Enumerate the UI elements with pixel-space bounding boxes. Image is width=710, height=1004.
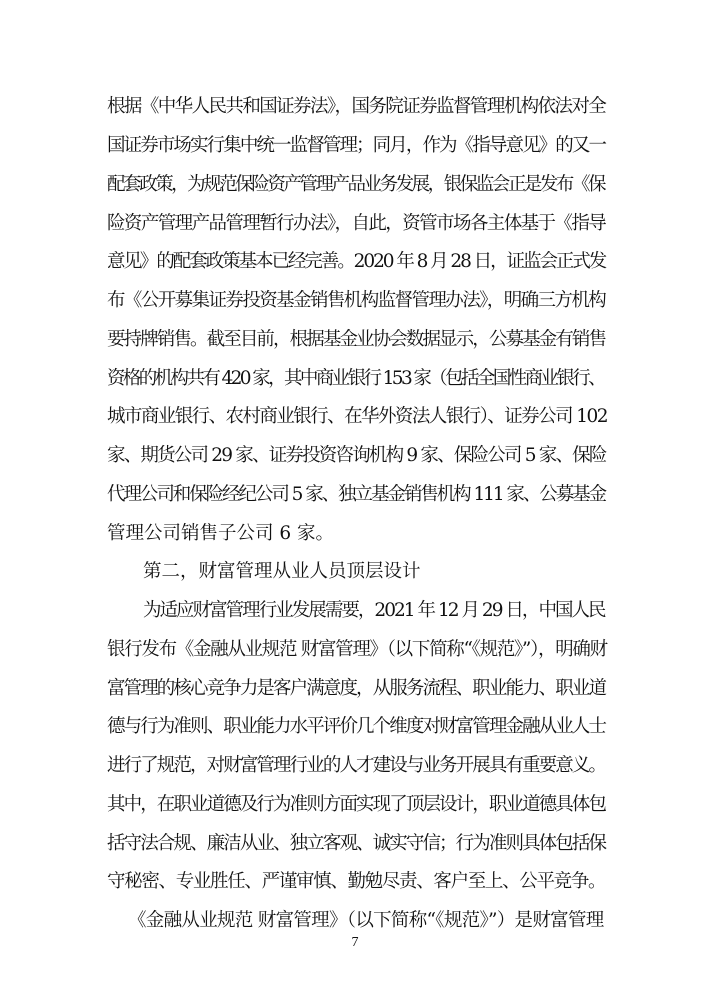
- text-line: 守秘密、专业胜任、严谨审慎、勤勉尽责、客户至上、公平竞争。: [107, 871, 606, 892]
- text-line: 为适应财富管理行业发展需要，2021 年 12 月 29 日，中国人民: [143, 600, 605, 621]
- text-line: 配套政策，为规范保险资产管理产品业务发展，银保监会正是发布《保: [107, 174, 605, 195]
- text-line: 险资产管理产品管理暂行办法》，自此，资管市场各主体基于《指导: [107, 213, 606, 234]
- text-line: 银行发布《金融从业规范 财富管理》（以下简称“《规范》”），明确财: [107, 639, 607, 660]
- page-number: 7: [351, 935, 359, 950]
- text-line: 要持牌销售。截至目前，根据基金业协会数据显示，公募基金有销售: [107, 329, 606, 350]
- text-line: 意见》的配套政策基本已经完善。2020 年 8 月 28 日，证监会正式发: [107, 251, 606, 272]
- section-heading: 第二，财富管理从业人员顶层设计: [143, 561, 421, 582]
- text-line: 富管理的核心竞争力是客户满意度，从服务流程、职业能力、职业道: [107, 678, 606, 699]
- text-line: 进行了规范，对财富管理行业的人才建设与业务开展具有重要意义。: [107, 755, 606, 776]
- text-line: 其中，在职业道德及行为准则方面实现了顶层设计，职业道德具体包: [107, 794, 606, 815]
- text-line: 城市商业银行、农村商业银行、在华外资法人银行）、证券公司 102: [107, 406, 607, 427]
- text-line: 家、期货公司 29 家、证券投资咨询机构 9 家、保险公司 5 家、保险: [107, 445, 606, 466]
- text-line: 代理公司和保险经纪公司 5 家、独立基金销售机构 111 家、公募基金: [107, 484, 606, 505]
- text-line: 括守法合规、廉洁从业、独立客观、诚实守信；行为准则具体包括保: [107, 833, 606, 854]
- text-line: 《金融从业规范 财富管理》（以下简称“《规范》”）是财富管理: [128, 910, 604, 931]
- text-line: 根据《中华人民共和国证券法》，国务院证券监督管理机构依法对全: [107, 96, 606, 117]
- text-line: 管理公司销售子公司 6 家。: [107, 523, 335, 544]
- text-line: 国证券市场实行集中统一监督管理；同月，作为《指导意见》的又一: [107, 135, 606, 156]
- text-line: 资格的机构共有 420 家，其中商业银行 153 家（包括全国性商业银行、: [107, 368, 605, 389]
- text-line: 德与行为准则、职业能力水平评价几个维度对财富管理金融从业人士: [107, 716, 606, 737]
- text-line: 布《公开募集证券投资基金销售机构监督管理办法》，明确三方机构: [107, 290, 606, 311]
